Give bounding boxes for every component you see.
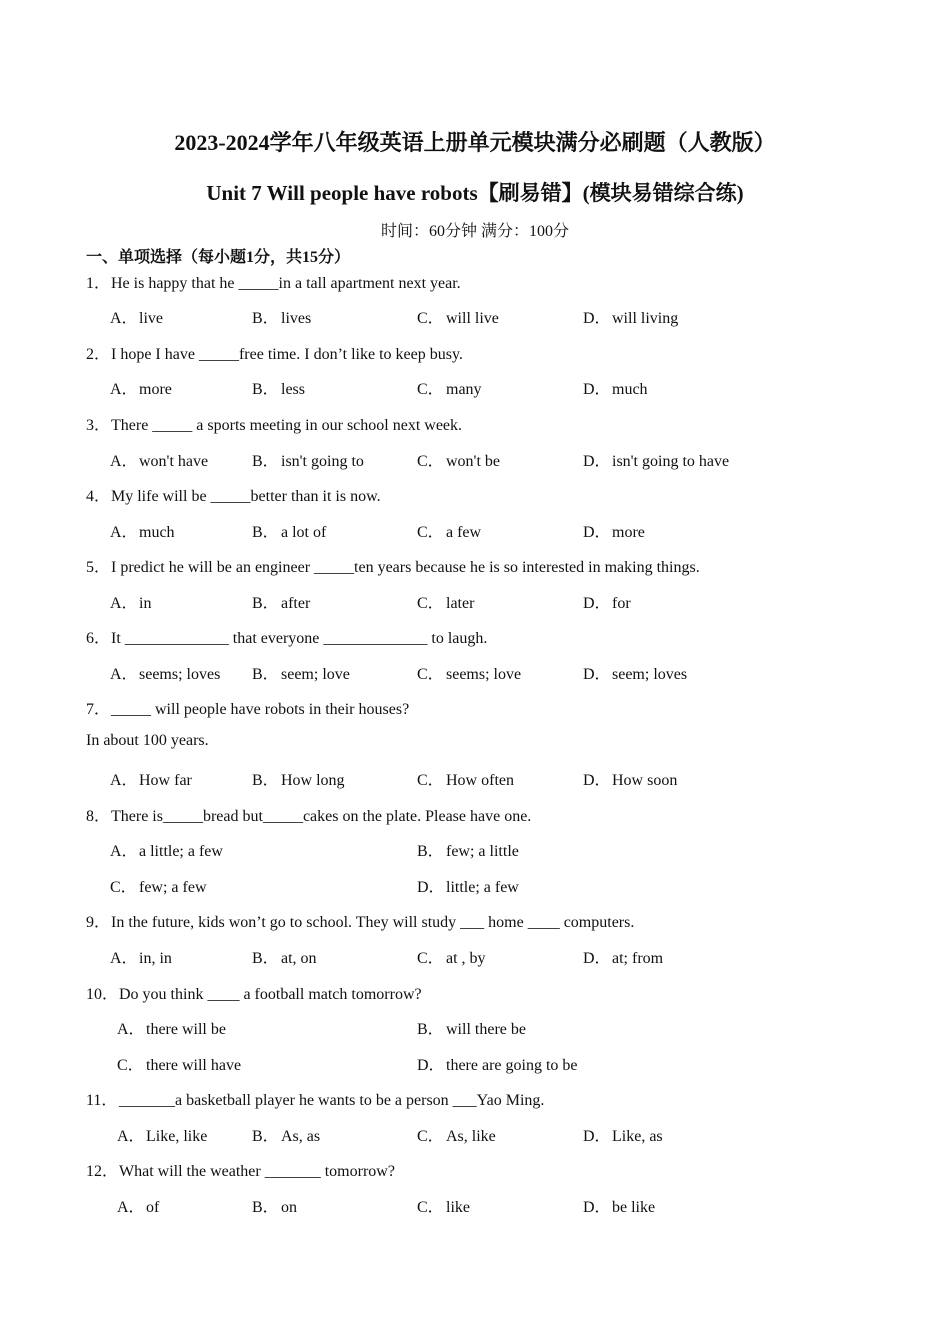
option-text: there are going to be: [446, 1057, 578, 1074]
option-c: [417, 661, 521, 684]
option-a: [117, 1194, 159, 1217]
question-stem: [86, 1087, 544, 1110]
question-text: Do you think ____ a football match tomorrow?: [119, 986, 422, 1003]
option-letter: D．: [583, 666, 611, 683]
option-a: [117, 1016, 226, 1039]
option-d: [583, 767, 677, 790]
option-text: at , by: [446, 950, 486, 967]
option-text: How far: [139, 772, 192, 789]
option-letter: D．: [417, 1057, 445, 1074]
option-letter: D．: [583, 1128, 611, 1145]
option-text: seem; love: [281, 666, 350, 683]
question-stem: [86, 981, 422, 1004]
question-stem: [86, 1158, 395, 1181]
option-c: [417, 945, 486, 968]
option-b: [252, 767, 345, 790]
option-b: [252, 1123, 320, 1146]
option-letter: A．: [110, 772, 138, 789]
option-text: few; a little: [446, 843, 519, 860]
option-letter: C．: [417, 595, 444, 612]
option-text: more: [139, 381, 172, 398]
option-c: [117, 1052, 241, 1075]
option-letter: D．: [583, 772, 611, 789]
option-letter: A．: [117, 1199, 145, 1216]
option-text: less: [281, 381, 305, 398]
option-a: [110, 376, 172, 399]
option-text: Like, as: [612, 1128, 663, 1145]
question-text: What will the weather _______ tomorrow?: [119, 1163, 395, 1180]
option-letter: C．: [417, 381, 444, 398]
document-subtitle: Unit 7 Will people have robots【刷易错】(模块易错综合练): [206, 181, 744, 205]
option-d: [583, 661, 687, 684]
option-b: [252, 1194, 297, 1217]
option-a: [110, 305, 163, 328]
option-text: a lot of: [281, 524, 327, 541]
option-b: [252, 945, 317, 968]
option-b: [252, 519, 326, 542]
question-stem: [86, 341, 463, 364]
question-number: 4．: [86, 488, 111, 505]
option-letter: A．: [110, 524, 138, 541]
option-letter: C．: [417, 310, 444, 327]
question-text: I hope I have _____free time. I don’t like to keep busy.: [111, 346, 463, 363]
option-letter: D．: [583, 1199, 611, 1216]
option-letter: C．: [417, 950, 444, 967]
option-a: [110, 590, 151, 613]
option-text: for: [612, 595, 631, 612]
option-a: [110, 661, 220, 684]
option-letter: D．: [583, 524, 611, 541]
option-text: isn't going to have: [612, 453, 730, 470]
option-c: [417, 590, 474, 613]
question-stem: [86, 909, 634, 932]
option-letter: D．: [583, 950, 611, 967]
question-number: 8．: [86, 808, 111, 825]
option-d: [583, 1123, 663, 1146]
section-heading: 一、单项选择（每小题1分，共15分）: [86, 249, 351, 266]
question-stem: [86, 696, 409, 719]
option-text: in: [139, 595, 152, 612]
option-letter: C．: [417, 1199, 444, 1216]
option-c: [417, 305, 499, 328]
question-stem: [86, 554, 700, 577]
option-text: in, in: [139, 950, 172, 967]
option-text: little; a few: [446, 879, 519, 896]
option-b: [252, 305, 311, 328]
option-text: there will be: [146, 1021, 226, 1038]
option-letter: A．: [110, 310, 138, 327]
question-text: _____ will people have robots in their houses?: [111, 701, 410, 718]
document-title: 2023-2024学年八年级英语上册单元模块满分必刷题（人教版）: [174, 130, 776, 155]
option-letter: A．: [117, 1021, 145, 1038]
question-number: 12．: [86, 1163, 119, 1180]
option-text: a little; a few: [139, 843, 223, 860]
option-text: at; from: [612, 950, 664, 967]
option-d: [583, 305, 678, 328]
question-stem: [86, 625, 487, 648]
question-stem: [86, 803, 531, 826]
option-letter: B．: [417, 1021, 444, 1038]
option-letter: B．: [252, 1128, 279, 1145]
option-letter: D．: [583, 310, 611, 327]
question-text: He is happy that he _____in a tall apartment next year.: [111, 275, 461, 292]
option-d: [583, 590, 631, 613]
option-text: will there be: [446, 1021, 526, 1038]
option-letter: A．: [110, 950, 138, 967]
option-text: a few: [446, 524, 482, 541]
option-d: [417, 1052, 578, 1075]
option-letter: B．: [252, 772, 279, 789]
question-text: _______a basketball player he wants to be a person ___Yao Ming.: [119, 1092, 545, 1109]
option-text: seems; loves: [139, 666, 221, 683]
option-d: [583, 448, 729, 471]
option-c: [417, 1194, 470, 1217]
option-b: [252, 590, 310, 613]
option-letter: A．: [110, 381, 138, 398]
option-letter: B．: [252, 453, 279, 470]
option-letter: B．: [252, 666, 279, 683]
option-text: How long: [281, 772, 345, 789]
question-stem: [86, 483, 381, 506]
option-c: [417, 519, 481, 542]
option-text: seem; loves: [612, 666, 688, 683]
option-a: [110, 945, 172, 968]
option-text: will live: [446, 310, 499, 327]
option-letter: D．: [417, 879, 445, 896]
option-text: be like: [612, 1199, 656, 1216]
option-d: [583, 1194, 655, 1217]
option-b: [252, 376, 305, 399]
option-text: many: [446, 381, 482, 398]
option-text: after: [281, 595, 311, 612]
question-number: 1．: [86, 275, 111, 292]
option-text: few; a few: [139, 879, 207, 896]
option-a: [117, 1123, 207, 1146]
option-letter: C．: [117, 1057, 144, 1074]
question-text: There _____ a sports meeting in our school next week.: [111, 417, 463, 434]
question-stem: [86, 270, 461, 293]
option-text: How soon: [612, 772, 678, 789]
option-d: [583, 376, 648, 399]
option-text: later: [446, 595, 475, 612]
option-text: like: [446, 1199, 470, 1216]
option-letter: A．: [110, 843, 138, 860]
option-letter: D．: [583, 381, 611, 398]
option-a: [110, 767, 192, 790]
option-text: at, on: [281, 950, 317, 967]
option-text: on: [281, 1199, 297, 1216]
option-letter: B．: [252, 595, 279, 612]
option-c: [417, 1123, 496, 1146]
option-c: [417, 448, 500, 471]
option-letter: C．: [417, 666, 444, 683]
option-a: [110, 448, 208, 471]
option-d: [583, 945, 663, 968]
option-letter: B．: [252, 950, 279, 967]
option-text: of: [146, 1199, 160, 1216]
option-text: As, like: [446, 1128, 496, 1145]
option-d: [417, 874, 519, 897]
option-a: [110, 519, 175, 542]
option-text: more: [612, 524, 645, 541]
option-letter: B．: [252, 524, 279, 541]
option-b: [252, 448, 364, 471]
option-c: [110, 874, 207, 897]
option-text: won't be: [446, 453, 500, 470]
option-a: [110, 838, 223, 861]
question-number: 11．: [86, 1092, 118, 1109]
option-letter: C．: [417, 453, 444, 470]
question-text: I predict he will be an engineer _____ten years because he is so interested in making things.: [111, 559, 700, 576]
question-number: 3．: [86, 417, 111, 434]
option-letter: B．: [417, 843, 444, 860]
option-text: there will have: [146, 1057, 242, 1074]
question-number: 2．: [86, 346, 111, 363]
option-letter: B．: [252, 310, 279, 327]
question-number: 10．: [86, 986, 119, 1003]
option-b: [417, 838, 519, 861]
exam-meta: 时间：60分钟 满分：100分: [380, 223, 569, 240]
question-answer-line: In about 100 years.: [86, 732, 209, 749]
question-text: In the future, kids won’t go to school. They will study ___ home ____ computers.: [111, 914, 635, 931]
option-text: won't have: [139, 453, 209, 470]
option-b: [252, 661, 350, 684]
option-letter: A．: [110, 666, 138, 683]
option-letter: A．: [110, 595, 138, 612]
question-number: 6．: [86, 630, 111, 647]
question-text: There is_____bread but_____cakes on the plate. Please have one.: [111, 808, 532, 825]
option-letter: C．: [417, 524, 444, 541]
option-b: [417, 1016, 526, 1039]
option-text: much: [612, 381, 648, 398]
option-text: As, as: [281, 1128, 321, 1145]
question-stem: [86, 412, 462, 435]
option-c: [417, 376, 482, 399]
option-letter: B．: [252, 381, 279, 398]
option-letter: C．: [417, 1128, 444, 1145]
question-number: 9．: [86, 914, 111, 931]
option-text: lives: [281, 310, 312, 327]
option-text: seems; love: [446, 666, 522, 683]
question-number: 5．: [86, 559, 111, 576]
option-text: Like, like: [146, 1128, 208, 1145]
option-letter: A．: [117, 1128, 145, 1145]
option-letter: C．: [110, 879, 137, 896]
option-letter: C．: [417, 772, 444, 789]
option-text: live: [139, 310, 163, 327]
option-text: will living: [612, 310, 679, 327]
option-text: isn't going to: [281, 453, 364, 470]
question-number: 7．: [86, 701, 111, 718]
option-letter: B．: [252, 1199, 279, 1216]
option-c: [417, 767, 514, 790]
option-letter: A．: [110, 453, 138, 470]
option-d: [583, 519, 645, 542]
option-text: How often: [446, 772, 514, 789]
question-text: My life will be _____better than it is now.: [111, 488, 381, 505]
option-letter: D．: [583, 453, 611, 470]
option-letter: D．: [583, 595, 611, 612]
option-text: much: [139, 524, 175, 541]
question-text: It _____________ that everyone _____________ to laugh.: [111, 630, 488, 647]
